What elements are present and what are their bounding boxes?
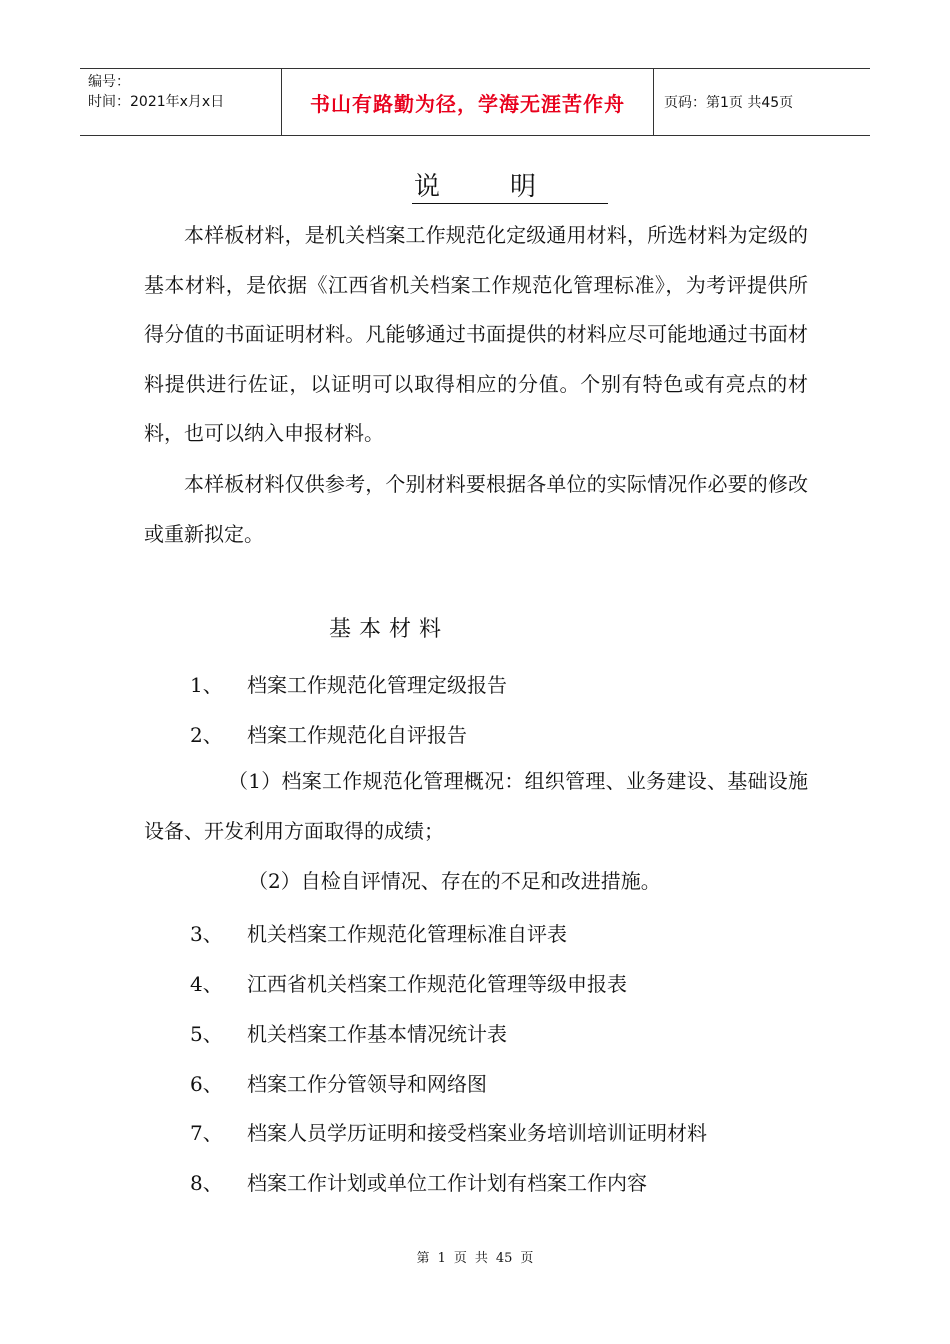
- document-time-label: 时间：2021年x月x日: [88, 94, 225, 110]
- footer-page-unit: 页: [453, 1251, 467, 1266]
- sub-item-1: （1）档案工作规范化管理概况：组织管理、业务建设、基础设施设备、开发利用方面取得的成绩；: [144, 769, 808, 843]
- list-item-number: 7、: [190, 1121, 223, 1145]
- footer-total-label: 共: [474, 1251, 488, 1266]
- document-number-label: 编号：: [88, 74, 130, 90]
- list-item-text: 江西省机关档案工作规范化管理等级申报表: [247, 972, 627, 996]
- intro-paragraph-text: 本样板材料，是机关档案工作规范化定级通用材料，所选材料为定级的基本材料，是依据《江西省机关档案工作规范化管理标准》，为考评提供所得分值的书面证明材料。凡能够通过书面提供的材料应尽可能地通过书面材料提供进行佐证，以证明可以取得相应的分值。个别有特色或有亮点的材料，也可以纳入申报材料。: [144, 223, 808, 445]
- list-item: [190, 1068, 487, 1097]
- list-item: [190, 1167, 647, 1196]
- list-item: [190, 1117, 707, 1146]
- list-item-number: 5、: [190, 1022, 223, 1046]
- header-page-info: 页码：第1页 共45页: [664, 95, 794, 111]
- intro-paragraph-text: 本样板材料仅供参考，个别材料要根据各单位的实际情况作必要的修改或重新拟定。: [144, 472, 808, 546]
- header-motto: 书山有路勤为径，学海无涯苦作舟: [282, 69, 654, 135]
- list-item: [190, 669, 507, 698]
- list-item-number: 6、: [190, 1072, 223, 1096]
- list-item: [190, 719, 467, 748]
- list-item-text: 档案工作规范化管理定级报告: [247, 673, 507, 697]
- page-header: [80, 68, 870, 136]
- list-item: [190, 1018, 507, 1047]
- list-item-text: 机关档案工作规范化管理标准自评表: [247, 922, 567, 946]
- list-item-text: 档案工作分管领导和网络图: [247, 1072, 487, 1096]
- footer-page-label: 第: [416, 1251, 430, 1266]
- footer-page-number: 1: [437, 1251, 446, 1266]
- list-item-number: 3、: [190, 922, 223, 946]
- header-meta: [80, 69, 282, 135]
- sub-item-2: （2）自检自评情况、存在的不足和改进措施。: [248, 869, 661, 893]
- list-item-text: 档案工作计划或单位工作计划有档案工作内容: [247, 1171, 647, 1195]
- footer-total-number: 45: [495, 1251, 513, 1266]
- list-item-number: 4、: [190, 972, 223, 996]
- list-item-number: 2、: [190, 723, 223, 747]
- list-item-text: 机关档案工作基本情况统计表: [247, 1022, 507, 1046]
- section-title: 基本材料: [329, 617, 450, 642]
- list-item-number: 1、: [190, 673, 223, 697]
- list-item-text: 档案工作规范化自评报告: [247, 723, 467, 747]
- list-item-text: 档案人员学历证明和接受档案业务培训培训证明材料: [247, 1121, 707, 1145]
- footer-total-unit: 页: [520, 1251, 534, 1266]
- list-item: [190, 918, 567, 947]
- list-item: [190, 968, 627, 997]
- intro-paragraph-1: [144, 211, 808, 459]
- page-footer: [0, 1247, 950, 1266]
- document-title-text: 说明: [412, 166, 608, 204]
- document-title: [0, 166, 950, 204]
- intro-paragraph-2: [144, 460, 808, 559]
- list-item-number: 8、: [190, 1171, 223, 1195]
